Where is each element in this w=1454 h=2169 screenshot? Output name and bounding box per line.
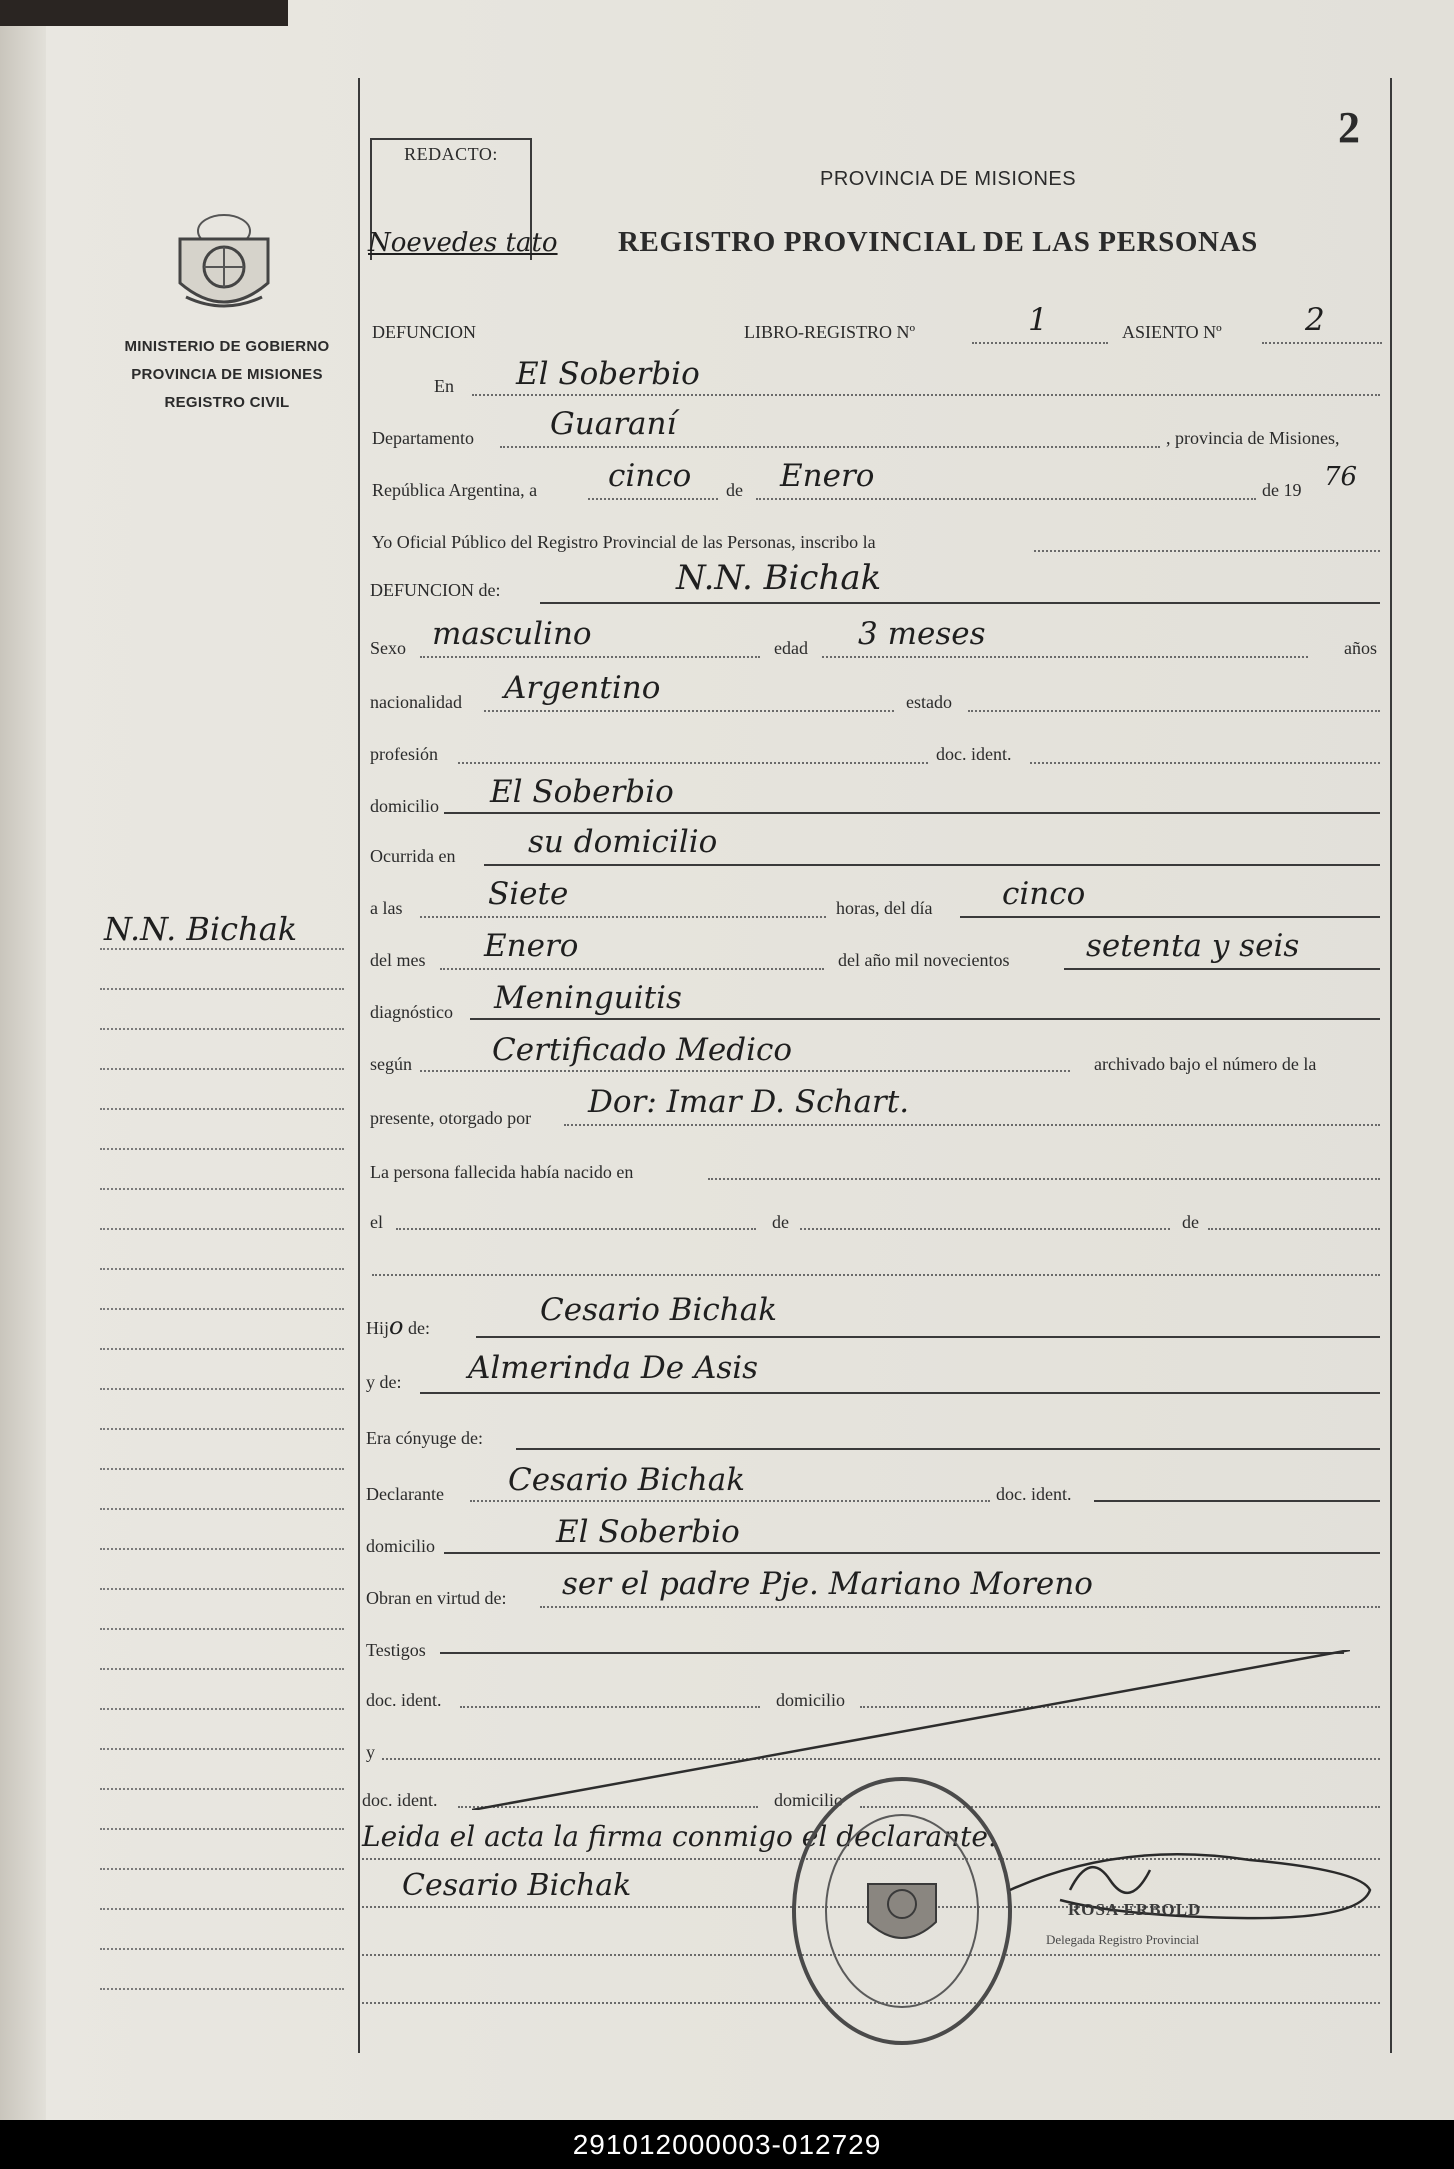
y-label: y	[366, 1742, 375, 1762]
yo-oficial-text: Yo Oficial Público del Registro Provincial de las Personas, inscribo la	[372, 532, 876, 552]
margin-line	[100, 1588, 344, 1590]
margin-line	[100, 1828, 344, 1830]
ocurrida-line	[484, 864, 1380, 866]
margin-line	[100, 1308, 344, 1310]
extra-line	[372, 1274, 1380, 1276]
anio-value: 76	[1324, 462, 1358, 492]
decl-dom-label: domicilio	[366, 1536, 435, 1556]
registry-heading: REGISTRO PROVINCIAL DE LAS PERSONAS	[618, 226, 1258, 258]
hijo-label	[366, 1312, 430, 1340]
edad-label: edad	[774, 638, 808, 658]
ocurrida-label: Ocurrida en	[370, 846, 456, 866]
scan-corner	[0, 0, 288, 26]
margin-line	[100, 1788, 344, 1790]
stamp-role: Delegada Registro Provincial	[1046, 1932, 1200, 1947]
diagnostico-label: diagnóstico	[370, 1002, 453, 1022]
decl-dom-value: El Soberbio	[556, 1514, 740, 1550]
margin-line	[100, 1628, 344, 1630]
libro-line	[972, 342, 1108, 344]
obran-label: Obran en virtud de:	[366, 1588, 507, 1608]
presente-label: presente, otorgado por	[370, 1108, 532, 1128]
de3-label: de	[1182, 1212, 1199, 1232]
horas-line	[960, 916, 1380, 918]
y-de-line	[420, 1392, 1380, 1394]
margin-line	[100, 1388, 344, 1390]
segun-line	[420, 1070, 1070, 1072]
el-label: el	[370, 1212, 383, 1232]
testigos-label: Testigos	[366, 1640, 426, 1660]
defuncion-de-line	[540, 602, 1380, 604]
margin-line	[100, 1708, 344, 1710]
obran-value: ser el padre Pje. Mariano Moreno	[562, 1566, 1093, 1602]
firma-declarante: Cesario Bichak	[402, 1868, 632, 1903]
margin-line	[100, 1868, 344, 1870]
decl-dom-line	[444, 1552, 1380, 1554]
hijo-value: Cesario Bichak	[540, 1292, 777, 1328]
obran-line	[540, 1606, 1380, 1608]
y-de-value: Almerinda De Asis	[468, 1350, 759, 1386]
departamento-value: Guaraní	[550, 406, 677, 442]
margin-line	[100, 1108, 344, 1110]
conyuge-line	[516, 1448, 1380, 1450]
y-de-label: y de:	[366, 1372, 402, 1392]
declarante-value: Cesario Bichak	[508, 1462, 745, 1498]
defuncion-de-value: N.N. Bichak	[676, 558, 882, 598]
hijo-de-label: de:	[407, 1318, 430, 1338]
profesion-line	[458, 762, 928, 764]
dia-line	[588, 498, 718, 500]
a-las-label: a las	[370, 898, 403, 918]
binding-spine	[0, 0, 46, 2120]
asiento-line	[1262, 342, 1382, 344]
provincia-label: , provincia de Misiones,	[1166, 428, 1340, 448]
margin-line	[100, 1748, 344, 1750]
margin-line	[100, 1548, 344, 1550]
departamento-line	[500, 446, 1160, 448]
el-line	[396, 1228, 756, 1230]
sexo-value: masculino	[432, 616, 592, 652]
nacionalidad-line	[484, 710, 894, 712]
margin-line	[100, 948, 344, 950]
defuncion-de-label: DEFUNCION de:	[370, 580, 501, 600]
decl-doc-label: doc. ident.	[996, 1484, 1072, 1504]
diagnostico-value: Meninguitis	[494, 980, 682, 1016]
right-rule	[1390, 78, 1392, 2053]
domicilio-value: El Soberbio	[490, 774, 674, 810]
nacido-line	[708, 1178, 1380, 1180]
del-mes-line	[440, 968, 824, 970]
hijo-prefix: Hij	[366, 1318, 390, 1338]
official-stamp	[788, 1772, 1016, 2050]
estado-line	[968, 710, 1380, 712]
asiento-value: 2	[1305, 302, 1325, 338]
nacionalidad-label: nacionalidad	[370, 692, 462, 712]
domicilio-line	[444, 812, 1380, 814]
margin-line	[100, 1668, 344, 1670]
de2-line	[800, 1228, 1170, 1230]
de-label: de	[726, 480, 743, 500]
defuncion-heading: DEFUNCION	[372, 322, 477, 342]
republica-label: República Argentina, a	[372, 480, 538, 500]
margin-line	[100, 1508, 344, 1510]
de2-label: de	[772, 1212, 789, 1232]
margin-line	[100, 1228, 344, 1230]
estado-label: estado	[906, 692, 952, 712]
margin-line	[100, 1028, 344, 1030]
edad-line	[822, 656, 1308, 658]
ministry-line-1: MINISTERIO DE GOBIERNO	[124, 338, 330, 355]
decl-doc-line	[1094, 1500, 1380, 1502]
leida-text: Leida el acta la firma conmigo el declarante.	[362, 1820, 997, 1853]
redacto-value: Noevedes tato	[368, 228, 558, 258]
t-doc-label: doc. ident.	[366, 1690, 442, 1710]
margin-rule	[358, 78, 360, 2053]
sexo-label: Sexo	[370, 638, 406, 658]
segun-label: según	[370, 1054, 412, 1074]
mes-line	[756, 498, 1256, 500]
margin-line	[100, 1348, 344, 1350]
horas-label: horas, del día	[836, 898, 933, 918]
libro-label: LIBRO-REGISTRO Nº	[744, 322, 916, 342]
departamento-label: Departamento	[372, 428, 474, 448]
t2-doc-label: doc. ident.	[362, 1790, 438, 1810]
province-heading: PROVINCIA DE MISIONES	[820, 168, 1077, 190]
en-value: El Soberbio	[516, 356, 700, 392]
margin-line	[100, 1948, 344, 1950]
profesion-label: profesión	[370, 744, 438, 764]
margin-line	[100, 1988, 344, 1990]
en-line	[472, 394, 1380, 396]
a-las-value: Siete	[488, 876, 569, 912]
ocurrida-value: su domicilio	[528, 824, 718, 860]
libro-value: 1	[1028, 302, 1048, 338]
doc-ident-label: doc. ident.	[936, 744, 1012, 764]
de3-line	[1208, 1228, 1380, 1230]
margin-line	[100, 1188, 344, 1190]
del-ano-label: del año mil novecientos	[838, 950, 1010, 970]
en-label: En	[434, 376, 454, 396]
a-las-line	[420, 916, 826, 918]
archivado-label: archivado bajo el número de la	[1094, 1054, 1317, 1074]
margin-line	[100, 1908, 344, 1910]
presente-value: Dor: Imar D. Schart.	[588, 1084, 910, 1120]
mes-value: Enero	[780, 458, 875, 494]
yo-oficial-line	[1034, 550, 1380, 552]
hijo-line	[476, 1336, 1380, 1338]
coat-of-arms-seal	[172, 205, 276, 323]
margin-line	[100, 1268, 344, 1270]
asiento-label: ASIENTO Nº	[1122, 322, 1222, 342]
domicilio-label: domicilio	[370, 796, 439, 816]
presente-line	[564, 1124, 1380, 1126]
conyuge-label: Era cónyuge de:	[366, 1428, 483, 1448]
margin-note: N.N. Bichak	[104, 910, 298, 948]
segun-value: Certificado Medico	[492, 1032, 793, 1068]
doc-ident-line	[1030, 762, 1380, 764]
t2-dom-label: domicilio	[774, 1790, 843, 1810]
sexo-line	[420, 656, 760, 658]
declarante-line	[470, 1500, 990, 1502]
t-dom-label: domicilio	[776, 1690, 845, 1710]
margin-line	[100, 1428, 344, 1430]
document-id-footer: 291012000003-012729	[0, 2120, 1454, 2169]
del-mes-value: Enero	[484, 928, 579, 964]
margin-line	[100, 1148, 344, 1150]
diagnostico-line	[470, 1018, 1380, 1020]
nacionalidad-value: Argentino	[504, 670, 661, 706]
hijo-suffix: o	[389, 1312, 404, 1340]
nacido-label: La persona fallecida había nacido en	[370, 1162, 634, 1182]
margin-line	[100, 1068, 344, 1070]
ministry-line-3: REGISTRO CIVIL	[164, 394, 290, 411]
anos-label: años	[1344, 638, 1377, 658]
del-mes-label: del mes	[370, 950, 426, 970]
redacto-label: REDACTO:	[404, 144, 498, 164]
dia-value: cinco	[608, 458, 692, 494]
del-ano-value: setenta y seis	[1086, 928, 1300, 964]
anio-prefix: de 19	[1262, 480, 1302, 500]
margin-line	[100, 1468, 344, 1470]
page-number: 2	[1338, 103, 1360, 152]
margin-line	[100, 988, 344, 990]
ministry-line-2: PROVINCIA DE MISIONES	[131, 366, 323, 383]
stamp-name: ROSA ERBOLD	[1068, 1900, 1202, 1919]
del-ano-line	[1064, 968, 1380, 970]
declarante-label: Declarante	[366, 1484, 444, 1504]
horas-value: cinco	[1002, 876, 1086, 912]
edad-value: 3 meses	[858, 616, 986, 652]
